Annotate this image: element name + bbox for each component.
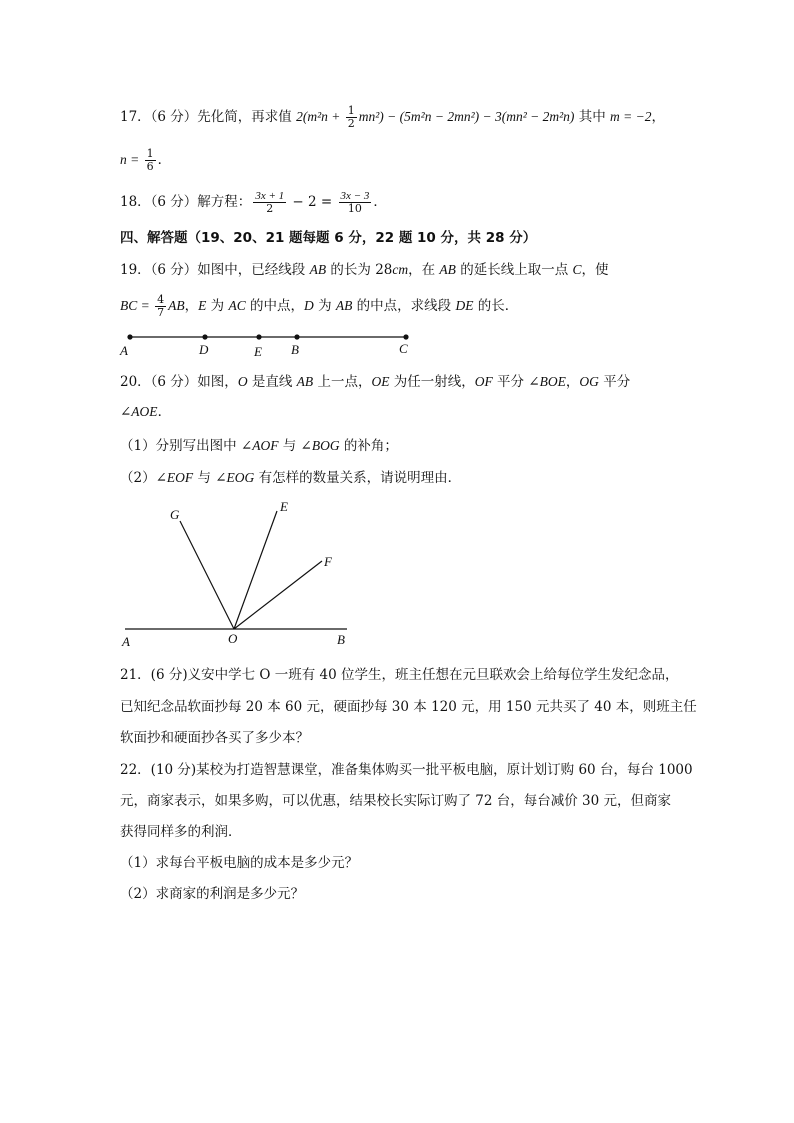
q17-line1: 17．（6 分）先化简，再求值 2(m²n + $\frac{1}{2}$ mn²) − (5m²n − 2mn²) − 3(mn² − 2m²n) 其中 m = −2，: [120, 104, 665, 130]
q17-line2: n = $\frac{1}{6}$ ．: [120, 147, 172, 173]
q20-angle-figure: [110, 495, 370, 650]
ray-oe: [234, 511, 277, 629]
q21-line3: 软面抄和硬面抄各买了多少本？: [120, 730, 309, 746]
q17-fraction: $\frac{1}{2}$: [347, 104, 355, 130]
point-b: [294, 334, 299, 339]
label-a: A: [122, 634, 130, 649]
ray-og: [180, 521, 234, 629]
label-g: G: [170, 507, 180, 522]
point-a: [127, 334, 132, 339]
label-e: E: [280, 499, 288, 514]
ray-of: [234, 561, 322, 629]
q18-fraction-right: $\frac{3x - 3}{10}$: [340, 190, 370, 215]
label-a: A: [120, 343, 128, 358]
q22-sub2: （2）求商家的利润是多少元？: [120, 886, 305, 902]
section-4-title: 四、解答题（19、20、21 题每题 6 分，22 题 10 分，共 28 分）: [120, 230, 537, 246]
q19-line2: BC = $\frac{4}{7}$ AB，E 为 AC 的中点，D 为 AB 的中点，求线段 DE 的长．: [120, 293, 519, 319]
q22-line2: 元，商家表示，如果多购，可以优惠，结果校长实际订购了 72 台，每台减价 30 元，但商家: [120, 793, 672, 809]
q18-line: 18．（6 分）解方程： $\frac{3x + 1}{2}$ − 2 = $\frac{3x - 3}{10}$ ．: [120, 190, 387, 215]
q22-line3: 获得同样多的利润．: [120, 824, 242, 840]
label-b: B: [337, 632, 345, 647]
point-d: [202, 334, 207, 339]
q20-sub2: （2）∠EOF 与 ∠EOG 有怎样的数量关系，请说明理由．: [120, 470, 462, 486]
label-f: F: [324, 554, 332, 569]
q22-sub1: （1）求每台平板电脑的成本是多少元？: [120, 855, 359, 871]
q20-line2: ∠AOE．: [120, 404, 172, 420]
q17-expr-a: 2(m²n +: [296, 109, 344, 124]
q19-segment-figure: [110, 325, 430, 365]
label-c: C: [399, 341, 408, 356]
q19-line1: 19．（6 分）如图中，已经线段 AB 的长为 28cm，在 AB 的延长线上取一点 C，使: [120, 262, 609, 278]
label-o: O: [228, 631, 238, 646]
point-e: [256, 334, 261, 339]
q21-line1: 21．(6 分)义安中学七 O 一班有 40 位学生，班主任想在元旦联欢会上给每位学生发纪念品，: [120, 667, 679, 683]
q17-prefix: 17．（6 分）先化简，再求值: [120, 109, 297, 125]
label-d: D: [199, 342, 209, 357]
label-b: B: [291, 342, 299, 357]
q18-fraction-left: $\frac{3x + 1}{2}$: [255, 190, 285, 215]
label-e: E: [254, 344, 262, 359]
q17-m-value: m = −2: [610, 109, 652, 124]
q17-n-fraction: $\frac{1}{6}$: [146, 147, 154, 173]
q20-line1: 20．（6 分）如图，O 是直线 AB 上一点，OE 为任一射线，OF 平分 ∠BOE，OG 平分: [120, 374, 631, 390]
point-c: [403, 334, 408, 339]
q19-fraction: $\frac{4}{7}$: [157, 293, 165, 319]
q22-line1: 22．(10 分)某校为打造智慧课堂，准备集体购买一批平板电脑，原计划订购 60 台，每台 1000: [120, 762, 693, 778]
q17-expr-b: mn²) − (5m²n − 2mn²) − 3(mn² − 2m²n): [358, 109, 575, 124]
q21-line2: 已知纪念品软面抄每 20 本 60 元，硬面抄每 30 本 120 元，用 150 元共买了 40 本，则班主任: [120, 699, 697, 715]
q20-sub1: （1）分别写出图中 ∠AOF 与 ∠BOG 的补角；: [120, 438, 398, 454]
